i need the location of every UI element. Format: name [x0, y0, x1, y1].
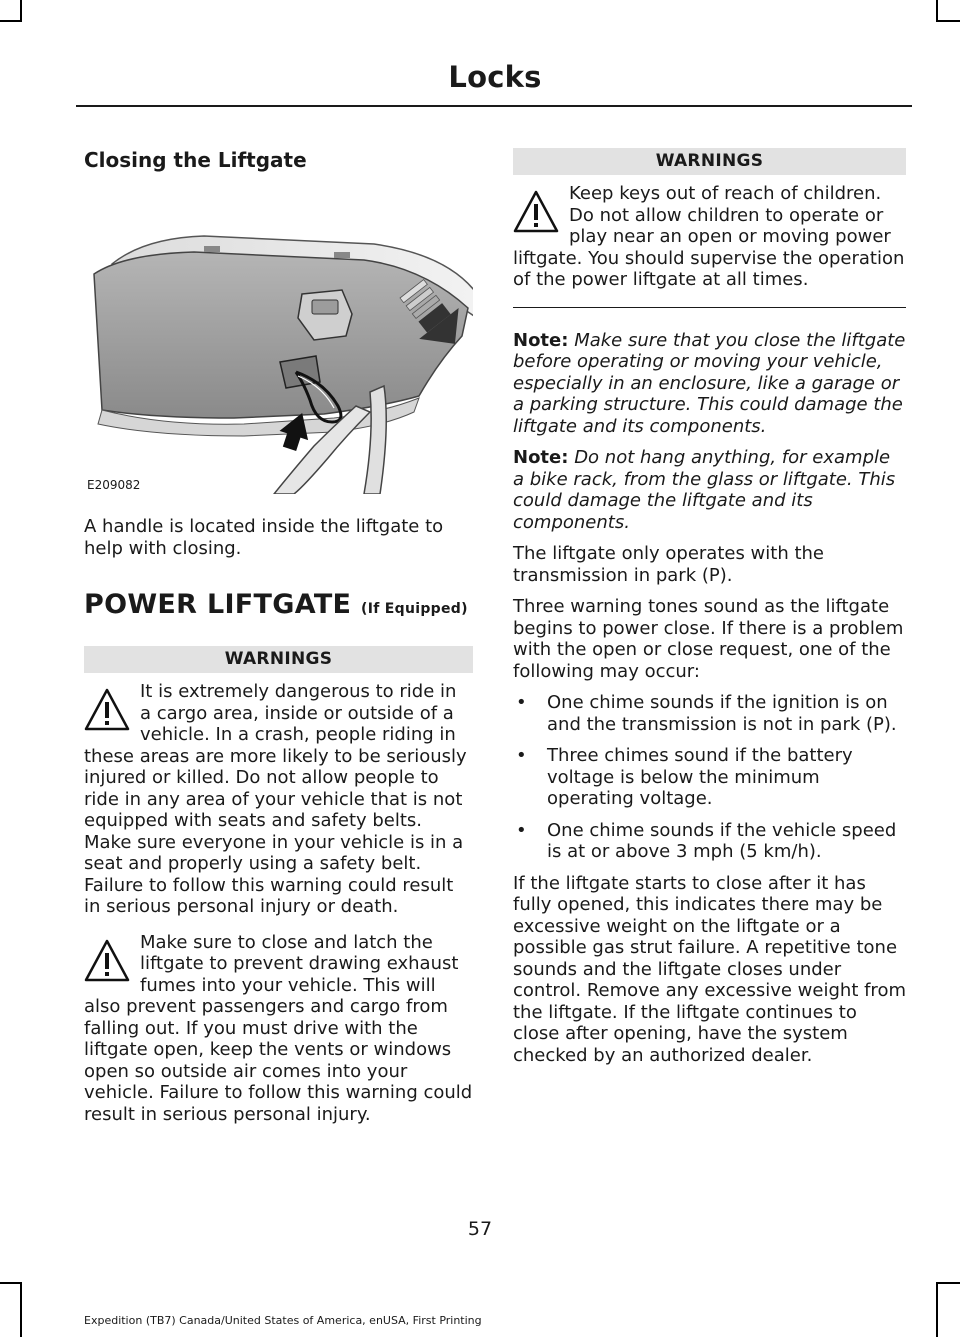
power-liftgate-title: POWER LIFTGATE [84, 589, 352, 620]
handle-paragraph: A handle is located inside the liftgate to help with closing. [84, 516, 444, 559]
warning-triangle-icon [84, 687, 130, 733]
warning-block-1 [84, 681, 473, 918]
crop-mark [20, 1282, 22, 1337]
closing-liftgate-heading: Closing the Liftgate [84, 148, 307, 172]
list-item-text: Three chimes sound if the battery voltage is below the minimum operating voltage. [547, 745, 853, 809]
crop-mark [0, 20, 22, 22]
list-item-text: One chime sounds if the vehicle speed is at or above 3 mph (5 km/h). [547, 819, 897, 862]
park-paragraph: The liftgate only operates with the transmission in park (P). [513, 543, 825, 586]
weight-paragraph: If the liftgate starts to close after it has fully opened, this indicates there may be excessive weight on the liftgate or a possible gas strut failure. A repetitive tone sounds and the liftgate closes under control. Remove any excessive weight from the liftgate. If the liftgate continues to close after opening, have the system checked by an authorized dealer. [513, 872, 906, 1066]
list-item [513, 820, 906, 863]
bullet-marker: • [516, 692, 527, 713]
note-label: Note: [513, 329, 569, 351]
page-number: 57 [467, 1218, 493, 1240]
warning-text-3: Keep keys out of reach of children. Do not allow children to operate or play near an open or moving power liftgate. You should supervise the operation of the power liftgate at all times. [513, 183, 905, 290]
header-divider [76, 105, 912, 107]
list-item [513, 692, 906, 735]
left-column [84, 148, 473, 1125]
figure-code: E209082 [87, 478, 141, 492]
note-1 [513, 330, 906, 438]
bullet-marker: • [516, 745, 527, 766]
crop-mark [936, 0, 938, 22]
note-label: Note: [513, 447, 569, 468]
crop-mark [0, 1282, 22, 1284]
crop-mark [20, 0, 22, 22]
list-item-text: One chime sounds if the ignition is on and the transmission is not in park (P). [547, 692, 897, 735]
bullet-marker: • [516, 819, 527, 841]
warning-text-2: Make sure to close and latch the liftgate to prevent drawing exhaust fumes into your vehicle. This will also prevent passengers and cargo from falling out. If you must drive with the liftgate open, keep the vents or windows open so outside air comes into your vehicle. Failure to follow this warning could result in serious personal injury. [84, 931, 473, 1125]
warnings-bar: WARNINGS [513, 148, 906, 175]
chime-list [513, 692, 906, 863]
warning-block-3 [513, 183, 906, 291]
note-1-text: Make sure that you close the liftgate before operating or moving your vehicle, especially in an enclosure, like a garage or a parking structure. This could damage the liftgate and its components. [513, 329, 906, 437]
warnings-bar: WARNINGS [84, 646, 473, 673]
if-equipped-label: (If Equipped) [361, 601, 468, 617]
warning-text-1: It is extremely dangerous to ride in a cargo area, inside or outside of a vehicle. In a crash, people riding in these areas are more likely to be seriously injured or killed. Do not allow people to ride in any area of your vehicle that is not equipped with seats and safety belts. Make sure everyone in your vehicle is in a seat and properly using a safety belt. Failure to follow this warning could result in serious personal injury or death. [84, 681, 467, 917]
tones-paragraph: Three warning tones sound as the liftgate begins to power close. If there is a problem with the open or close request, one of the following may occur: [513, 596, 904, 682]
right-column [513, 148, 906, 1066]
crop-mark [936, 1282, 938, 1337]
crop-mark [938, 1282, 960, 1284]
power-liftgate-heading [84, 589, 473, 620]
list-item [513, 745, 906, 810]
warning-triangle-icon [84, 938, 130, 984]
page-header-title: Locks [448, 60, 542, 94]
crop-mark [938, 20, 960, 22]
page-footer: Expedition (TB7) Canada/United States of America, enUSA, First Printing [84, 1314, 482, 1327]
note-2-text: Do not hang anything, for example a bike rack, from the glass or liftgate. This could damage the liftgate and its components. [513, 447, 896, 533]
liftgate-illustration-icon [84, 186, 473, 494]
warning-end-divider [513, 307, 906, 308]
liftgate-handle-illustration [84, 186, 473, 494]
note-2 [513, 447, 906, 533]
warning-triangle-icon [513, 189, 559, 235]
warning-block-2 [84, 932, 473, 1126]
